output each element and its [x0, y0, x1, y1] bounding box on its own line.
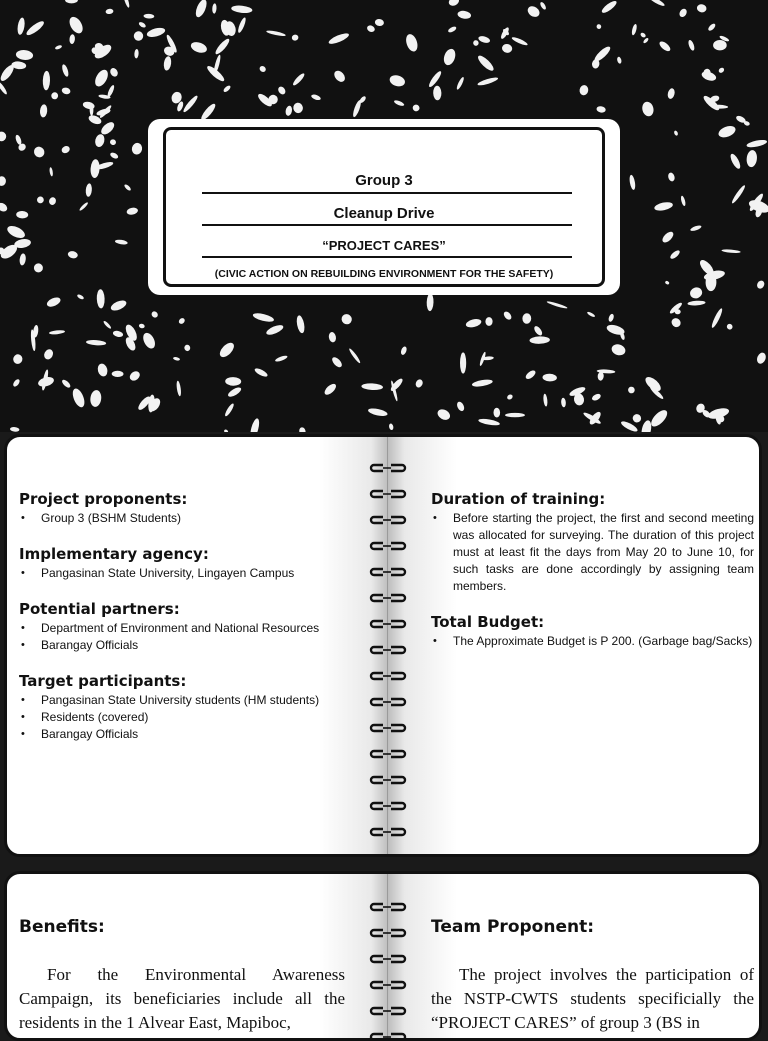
speckle [688, 286, 703, 300]
spiral-ring-icon [367, 797, 409, 816]
speckle [746, 150, 758, 168]
speckle [19, 253, 26, 266]
speckle [501, 43, 513, 54]
speckle [134, 49, 139, 59]
speckle [265, 323, 284, 337]
speckle [231, 5, 253, 14]
speckle [61, 378, 72, 389]
speckle [433, 86, 442, 101]
speckle [85, 183, 92, 197]
speckle [328, 331, 337, 343]
speckle [258, 65, 267, 74]
speckle [477, 76, 499, 87]
speckle [141, 331, 158, 351]
speckle [696, 3, 707, 13]
section-heading: Project proponents: [19, 490, 188, 508]
speckle [109, 151, 119, 160]
speckle [649, 407, 670, 429]
bullet-list [19, 692, 333, 743]
speckle [658, 40, 672, 53]
list-item: • Pangasinan State University, Lingayen Campus [19, 565, 333, 582]
bullet-list [19, 565, 333, 582]
speckle [690, 224, 702, 232]
speckle [456, 76, 465, 90]
speckle [182, 94, 199, 113]
speckle [687, 39, 695, 51]
speckle [710, 307, 724, 328]
speckle [115, 239, 128, 245]
speckle [275, 354, 289, 362]
speckle [756, 279, 766, 290]
speckle [641, 101, 655, 118]
speckle [128, 369, 142, 382]
speckle [67, 250, 78, 259]
speckle [667, 172, 676, 182]
speckle [32, 262, 45, 275]
speckle [86, 339, 107, 346]
speckle [61, 87, 71, 95]
section-heading: Implementary agency: [19, 545, 209, 563]
speckle [456, 401, 466, 413]
speckle [640, 32, 647, 39]
speckle [217, 340, 236, 359]
spiral-ring-icon [367, 589, 409, 608]
speckle [109, 298, 128, 312]
speckle [0, 176, 6, 186]
section-heading: Potential partners: [19, 600, 180, 618]
speckle [138, 323, 145, 329]
speckle [5, 223, 26, 240]
spiral-ring-icon [367, 537, 409, 556]
speckle [96, 363, 108, 378]
speckle [746, 139, 768, 149]
speckle [61, 64, 70, 78]
speckle [223, 429, 228, 432]
speckle [670, 316, 683, 329]
speckle [631, 23, 638, 35]
section-heading-team-proponent: Team Proponent: [431, 917, 595, 937]
speckle [323, 382, 338, 397]
spiral-ring-icon [367, 771, 409, 790]
spiral-ring-icon [367, 641, 409, 660]
speckle [654, 201, 674, 212]
speckle [713, 40, 727, 50]
speckle [295, 315, 305, 334]
speckle [291, 34, 299, 41]
speckle [680, 195, 686, 206]
speckle [311, 93, 322, 101]
speckle [348, 348, 361, 365]
list-item: • Department of Environment and National Resources [19, 620, 333, 637]
speckle [16, 49, 34, 60]
speckle [285, 105, 293, 116]
speckle [393, 99, 405, 107]
speckle [542, 373, 557, 381]
speckle [361, 383, 383, 391]
speckle [661, 230, 676, 244]
speckle [109, 139, 116, 146]
section-target-participants [19, 672, 333, 743]
speckle [340, 312, 354, 326]
speckle [143, 14, 154, 19]
speckle [447, 25, 457, 33]
speckle [669, 249, 681, 260]
speckle [643, 37, 650, 44]
speckle [14, 134, 22, 145]
speckle [673, 130, 678, 136]
speckle [237, 17, 247, 34]
section-total-budget [431, 613, 754, 650]
speckle [600, 0, 618, 15]
speckle [266, 29, 286, 37]
notebook-page-1 [4, 434, 762, 857]
speckle [252, 312, 275, 324]
speckle [717, 124, 737, 140]
speckle [404, 33, 419, 53]
cover-label [163, 127, 605, 287]
speckle [194, 0, 209, 19]
speckle [447, 0, 460, 7]
speckle [473, 40, 480, 47]
speckle [51, 92, 58, 99]
bullet-list [431, 633, 754, 650]
speckle [366, 24, 376, 33]
spiral-ring-icon [367, 615, 409, 634]
label-divider [202, 192, 572, 194]
speckle [126, 207, 138, 216]
speckle [184, 344, 191, 351]
benefits-column [19, 917, 345, 1035]
speckle [718, 67, 725, 74]
speckle [214, 37, 232, 56]
section-heading: Total Budget: [431, 613, 545, 631]
speckle [131, 142, 143, 155]
speckle [327, 31, 350, 46]
section-heading: Target participants: [19, 672, 187, 690]
speckle [112, 371, 124, 377]
spiral-ring-icon [367, 745, 409, 764]
speckle [292, 72, 306, 87]
section-potential-partners [19, 600, 333, 654]
speckle [69, 34, 75, 44]
speckle [60, 145, 71, 155]
speckle [529, 336, 550, 344]
speckle [629, 174, 637, 190]
speckle [616, 56, 622, 64]
speckle [16, 211, 28, 219]
speckle [254, 367, 269, 378]
cover-project-name: “PROJECT CARES” [322, 238, 446, 253]
team-proponent-column [431, 917, 754, 1035]
speckle [389, 377, 404, 393]
speckle [627, 386, 635, 394]
speckle [442, 47, 457, 66]
section-heading-benefits: Benefits: [19, 917, 105, 937]
speckle [729, 152, 742, 170]
speckle [103, 320, 112, 330]
speckle [427, 70, 443, 89]
section-heading: Duration of training: [431, 490, 606, 508]
speckle [25, 19, 46, 37]
speckle [476, 54, 496, 73]
speckle [32, 145, 46, 160]
spiral-ring-icon [367, 924, 409, 943]
label-divider [202, 224, 572, 226]
right-column [431, 490, 754, 668]
speckle [298, 427, 306, 432]
speckle [55, 44, 63, 50]
speckle [596, 24, 602, 30]
speckle [591, 393, 602, 402]
speckle [731, 184, 747, 204]
speckle [42, 71, 50, 91]
list-item: • Barangay Officials [19, 726, 333, 743]
speckle [65, 0, 78, 3]
cover-acronym-expansion: (CIVIC ACTION ON REBUILDING ENVIRONMENT FOR THE SAFETY) [214, 268, 554, 280]
speckle [12, 378, 21, 388]
speckle [138, 21, 147, 29]
speckle [79, 201, 89, 211]
speckle [330, 355, 343, 368]
speckle [511, 36, 528, 47]
speckle [67, 15, 86, 36]
spiral-ring-icon [367, 459, 409, 478]
speckle [471, 378, 493, 388]
speckle [49, 330, 65, 335]
speckle [502, 310, 513, 321]
section-project-proponents [19, 490, 333, 527]
speckle [70, 387, 86, 409]
spiral-ring-icon [367, 719, 409, 738]
speckle [687, 300, 705, 306]
notebook-page-2 [4, 871, 762, 1041]
speckle [222, 84, 231, 93]
speckle [178, 317, 186, 325]
spiral-ring-icon [367, 563, 409, 582]
left-column [19, 490, 333, 761]
label-divider [202, 256, 572, 258]
speckle [412, 103, 421, 112]
speckle [400, 346, 408, 356]
section-implementary-agency [19, 545, 333, 582]
speckle [12, 353, 23, 365]
speckle [112, 330, 123, 338]
speckle [150, 310, 159, 319]
spiral-ring-icon [367, 667, 409, 686]
speckle [292, 102, 303, 114]
speckle [426, 293, 433, 311]
speckle [587, 311, 596, 318]
speckle [640, 419, 653, 432]
spiral-ring-icon [367, 976, 409, 995]
speckle [173, 356, 181, 361]
spiral-ring-icon [367, 950, 409, 969]
speckle [277, 85, 287, 96]
speckle [647, 0, 666, 7]
spiral-ring-icon [367, 823, 409, 842]
speckle [388, 74, 406, 88]
speckle [436, 407, 452, 422]
speckle [608, 313, 615, 322]
spiral-ring-icon [367, 693, 409, 712]
speckle [332, 69, 347, 84]
list-item: • Group 3 (BSHM Students) [19, 510, 333, 527]
speckle [493, 408, 500, 418]
speckle [665, 280, 670, 285]
speckle [224, 403, 235, 418]
spiral-ring-icon [367, 485, 409, 504]
speckle [146, 26, 166, 39]
speckle [631, 412, 643, 424]
speckle [667, 88, 676, 100]
speckle [485, 317, 493, 326]
speckle [46, 296, 62, 309]
bullet-list [19, 620, 333, 654]
speckle [561, 398, 566, 408]
cover-subtitle: Cleanup Drive [333, 205, 435, 222]
speckle [96, 289, 104, 308]
speckle [726, 323, 734, 331]
benefits-paragraph: For the Environmental Awareness Campaign, its beneficiaries include all the residents in the 1 Alvear East, Mapiboc, [19, 965, 345, 1032]
list-item: • Residents (covered) [19, 709, 333, 726]
speckle [48, 196, 57, 206]
speckle [0, 131, 6, 141]
spiral-ring-icon [367, 1028, 409, 1041]
speckle [93, 68, 111, 89]
list-item: • Before starting the project, the first and second meeting was allocated for surveying. The duration of this project must at least fit the days from May 20 to June 10, for such tasks are done accordingly by assigning team members. [431, 510, 754, 595]
speckle [374, 18, 384, 27]
list-item: • Barangay Officials [19, 637, 333, 654]
speckle [176, 381, 182, 397]
spiral-ring-icon [367, 511, 409, 530]
speckle [36, 195, 45, 204]
speckle [457, 10, 472, 20]
bullet-list [431, 510, 754, 595]
speckle [109, 67, 119, 78]
speckle [89, 390, 102, 408]
speckle [163, 56, 172, 71]
speckle [0, 81, 8, 96]
speckle [460, 352, 466, 373]
speckle [610, 343, 627, 357]
speckle [539, 1, 547, 10]
speckle [721, 249, 740, 254]
speckle [227, 386, 243, 399]
speckle [212, 3, 217, 13]
speckle [707, 22, 716, 31]
speckle [106, 84, 115, 97]
section-duration-of-training [431, 490, 754, 595]
speckle [123, 183, 131, 191]
speckle [105, 8, 113, 14]
speckle [533, 325, 544, 337]
speckle [189, 40, 208, 54]
speckle [42, 348, 54, 361]
speckle [506, 393, 513, 400]
speckle [132, 30, 144, 42]
speckle [94, 133, 106, 148]
bullet-list [19, 510, 333, 527]
speckle [76, 294, 84, 301]
speckle [465, 318, 482, 329]
speckle [49, 167, 53, 177]
speckle [593, 44, 613, 63]
speckle [596, 106, 606, 114]
speckle [414, 378, 424, 388]
list-item: • Pangasinan State University students (HM students) [19, 692, 333, 709]
speckle [546, 300, 568, 309]
speckle [755, 351, 767, 365]
speckle [678, 7, 688, 18]
cover-title: Group 3 [355, 172, 413, 189]
speckle [388, 423, 394, 430]
speckle [39, 104, 47, 118]
speckle [478, 35, 491, 44]
speckle [526, 4, 542, 19]
notebook-cover [0, 0, 768, 432]
speckle [122, 0, 130, 8]
spiral-ring-icon [367, 898, 409, 917]
speckle [524, 369, 537, 381]
speckle [505, 413, 525, 417]
speckle [522, 313, 531, 324]
speckle [367, 407, 388, 417]
spiral-ring-icon [367, 1002, 409, 1021]
speckle [543, 394, 548, 407]
speckle [0, 201, 9, 213]
speckle [579, 84, 589, 96]
team-proponent-paragraph: The project involves the participation of the NSTP-CWTS students specificially the “PROJECT CARES” of group 3 (BS in [431, 965, 754, 1032]
speckle [10, 427, 20, 432]
speckle [478, 418, 500, 427]
speckle [225, 377, 241, 386]
speckle [99, 120, 116, 137]
list-item: • The Approximate Budget is P 200. (Garbage bag/Sacks) [431, 633, 754, 650]
speckle [16, 17, 25, 35]
speckle [249, 418, 261, 432]
